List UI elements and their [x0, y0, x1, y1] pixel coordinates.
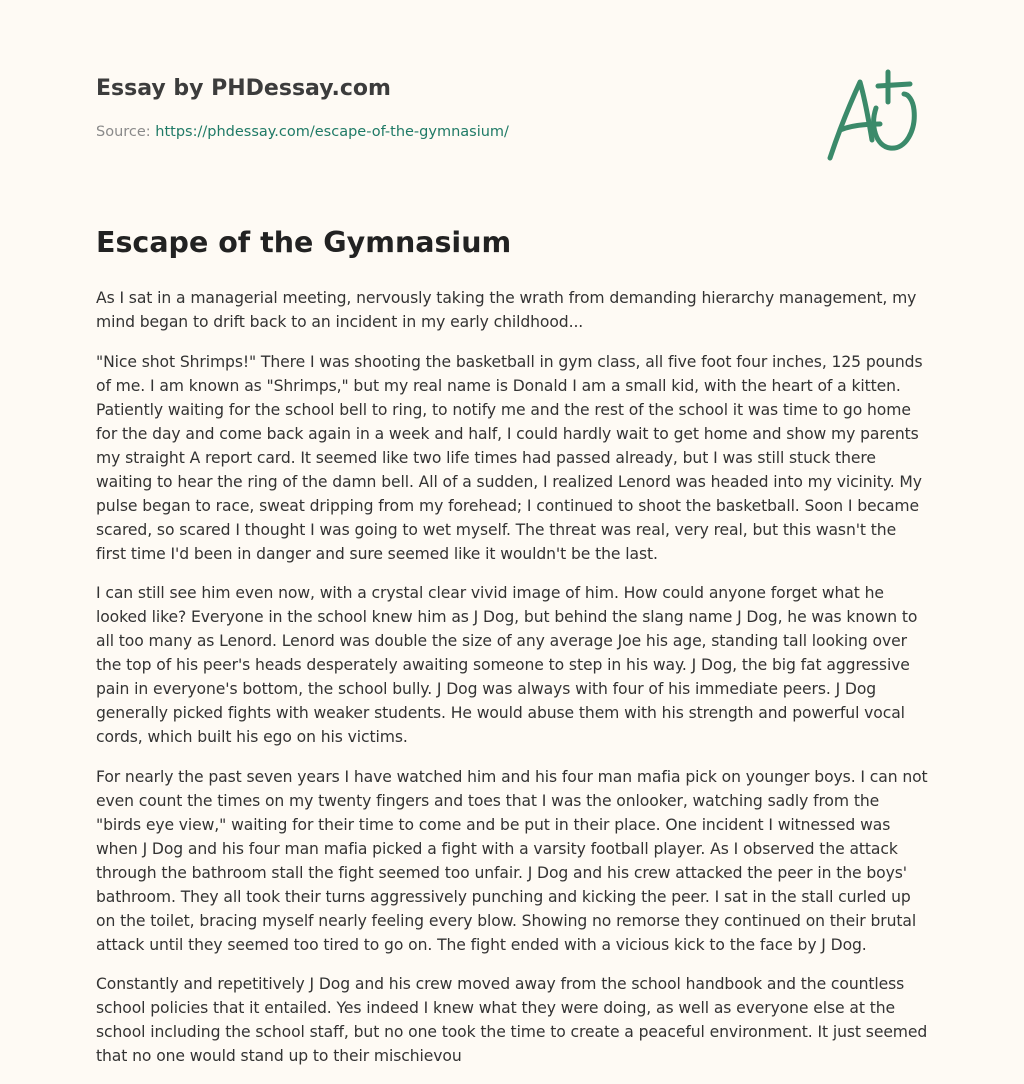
- page: [96, 0, 928, 1065]
- source-line: [96, 124, 509, 140]
- site-header: [96, 0, 928, 180]
- essay-paragraph: As I sat in a managerial meeting, nervously taking the wrath from demanding hierarchy management, my mind began to drift back to an incident in my early childhood...: [96, 289, 917, 331]
- essay-paragraph: I can still see him even now, with a crystal clear vivid image of him. How could anyone forget what he looked like? Everyone in the school knew him as J Dog, but behind the slang name J Dog, he was known to all too many as Lenord. Lenord was double the size of any average Joe his age, standing tall looking over the top of his peer's heads desperately awaiting someone to step in his way. J Dog, the big fat aggressive pain in everyone's bottom, the school bully. J Dog was always with four of his immediate peers. J Dog generally picked fights with weaker students. He would abuse them with his strength and powerful vocal cords, which built his ego on his victims.: [96, 584, 918, 746]
- essay-paragraph: "Nice shot Shrimps!" There I was shooting the basketball in gym class, all five foot four inches, 125 pounds of me. I am known as "Shrimps," but my real name is Donald I am a small kid, with the heart of a kitten. Patiently waiting for the school bell to ring, to notify me and the rest of the school it was time to go home for the day and come back again in a week and half, I could hardly wait to get home and show my parents my straight A report card. It seemed like two life times had passed already, but I was still stuck there waiting to hear the ring of the damn bell. All of a sudden, I realized Lenord was headed into my vicinity. My pulse began to race, sweat dripping from my forehead; I continued to shoot the basketball. Soon I became scared, so scared I thought I was going to wet myself. The threat was real, very real, but this wasn't the first time I'd been in danger and sure seemed like it wouldn't be the last.: [96, 352, 923, 563]
- a-plus-logo-icon: [824, 68, 924, 164]
- source-link[interactable]: https://phdessay.com/escape-of-the-gymnasium/: [155, 124, 509, 140]
- essay-paragraph: Constantly and repetitively J Dog and his crew moved away from the school handbook and the countless school policies that it entailed. Yes indeed I knew what they were doing, as well as everyone else at the school including the school staff, but no one took the time to create a peaceful environment. It just seemed that no one would stand up to their mischievou: [96, 975, 928, 1065]
- essay-body: [96, 286, 928, 1084]
- source-label: Source:: [96, 124, 156, 140]
- brand-title: Essay by PHDessay.com: [96, 76, 391, 101]
- essay-paragraph: For nearly the past seven years I have watched him and his four man mafia pick on younger boys. I can not even count the times on my twenty fingers and toes that I was the onlooker, watching sadly from the "birds eye view," waiting for their time to come and be put in their place. One incident I witnessed was when J Dog and his four man mafia picked a fight with a varsity football player. As I observed the attack through the bathroom stall the fight seemed too unfair. J Dog and his crew attacked the peer in the boys' bathroom. They all took their turns aggressively punching and kicking the peer. I sat in the stall curled up on the toilet, bracing myself nearly feeling every blow. Showing no remorse they continued on their brutal attack until they seemed too tired to go on. The fight ended with a vicious kick to the face by J Dog.: [96, 767, 928, 954]
- essay-title: Escape of the Gymnasium: [96, 226, 512, 259]
